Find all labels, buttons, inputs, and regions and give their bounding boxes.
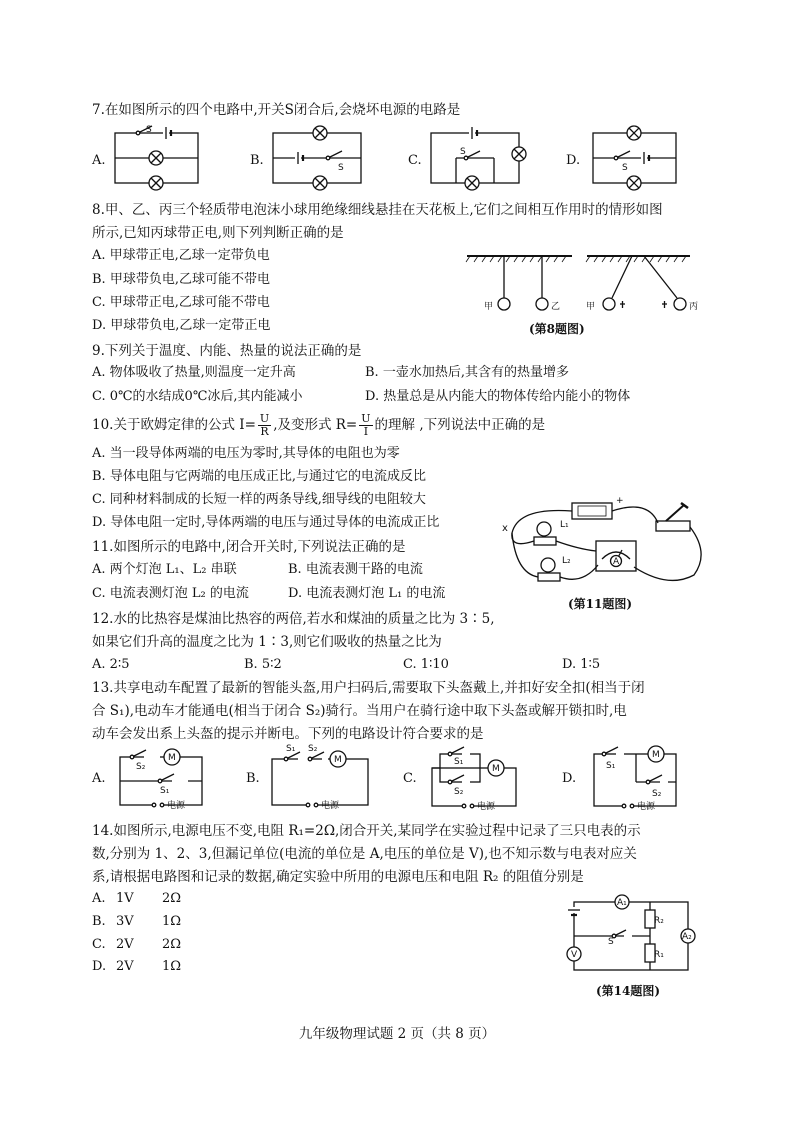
switch-s2-label: S₂ bbox=[454, 787, 464, 797]
lamp-l1-label: L₁ bbox=[560, 520, 569, 530]
q11-option-b[interactable]: B. 电流表测干路的电流 bbox=[288, 562, 423, 577]
motor-label: M bbox=[652, 750, 660, 760]
q11-option-d[interactable]: D. 电流表测灯泡 L₁ 的电流 bbox=[288, 586, 446, 601]
switch-s-label: S bbox=[608, 937, 614, 947]
q10-stem-pre: 10.关于欧姆定律的公式 I= bbox=[92, 417, 256, 433]
option-letter: B. bbox=[92, 914, 106, 929]
q13-option-d[interactable]: D. bbox=[562, 771, 577, 786]
resistor-r1-label: R₁ bbox=[654, 950, 664, 960]
q9-option-b[interactable]: B. 一壶水加热后,其含有的热量增多 bbox=[365, 365, 569, 380]
switch-s2-label: S₂ bbox=[136, 762, 146, 772]
q7-stem: 7.在如图所示的四个电路中,开关S闭合后,会烧坏电源的电路是 bbox=[92, 102, 461, 118]
motor-label: M bbox=[492, 764, 500, 774]
switch-s1-label: S₁ bbox=[454, 757, 464, 767]
q7-option-a[interactable]: A. bbox=[92, 153, 106, 168]
ball-label-yi: 乙 bbox=[551, 302, 561, 312]
q8-stem-line1: 8.甲、乙、丙三个轻质带电泡沫小球用绝缘细线悬挂在天花板上,它们之间相互作用时的情形如图 bbox=[92, 202, 663, 218]
switch-s1-label: S₁ bbox=[160, 786, 170, 796]
switch-label: S bbox=[338, 163, 344, 173]
option-voltage: 2V bbox=[116, 959, 134, 974]
q8-option-a[interactable]: A. 甲球带正电,乙球一定带负电 bbox=[92, 248, 270, 263]
switch-s2-label: S₂ bbox=[308, 744, 318, 754]
q10-stem-mid: ,及变形式 R= bbox=[273, 417, 358, 433]
q12-option-c[interactable]: C. 1∶10 bbox=[403, 657, 449, 672]
option-resistance: 1Ω bbox=[162, 914, 182, 929]
q11-option-c[interactable]: C. 电流表测灯泡 L₂ 的电流 bbox=[92, 586, 249, 601]
q8-figure-caption: (第8题图) bbox=[529, 322, 585, 336]
q12-option-b[interactable]: B. 5∶2 bbox=[244, 657, 282, 672]
q11-apparatus-figure bbox=[498, 493, 718, 593]
q13-stem-line2: 合 S₁),电动车才能通电(相当于闭合 S₂)骑行。当用户在骑行途中取下头盔或解开锁扣时,电 bbox=[92, 703, 627, 719]
ammeter-a2-label: A₂ bbox=[682, 932, 692, 942]
q7-option-d[interactable]: D. bbox=[566, 153, 581, 168]
power-source-label: 电源 bbox=[477, 802, 496, 812]
q13-circuit-d bbox=[588, 742, 688, 814]
q7-circuit-d bbox=[588, 124, 683, 192]
q14-option-c[interactable] bbox=[92, 936, 181, 954]
q14-option-d[interactable] bbox=[92, 958, 181, 976]
q7-circuit-c bbox=[426, 124, 526, 192]
q8-option-d[interactable]: D. 甲球带负电,乙球一定带正电 bbox=[92, 318, 271, 333]
ammeter-a1-label: A₁ bbox=[617, 898, 627, 908]
lamp-l1-icon bbox=[537, 522, 551, 536]
page-footer: 九年级物理试题 2 页（共 8 页） bbox=[298, 1026, 496, 1042]
q8-option-c[interactable]: C. 甲球带正电,乙球可能不带电 bbox=[92, 295, 270, 310]
power-source-label: 电源 bbox=[637, 802, 656, 812]
ball-label-jia: 甲 bbox=[484, 302, 494, 312]
voltmeter-label: V bbox=[571, 950, 578, 960]
switch-s1-label: S₁ bbox=[606, 761, 616, 771]
fraction-numerator: U bbox=[259, 411, 270, 425]
option-voltage: 3V bbox=[116, 914, 134, 929]
q13-circuit-a bbox=[112, 745, 212, 815]
power-source-label: 电源 bbox=[321, 801, 340, 811]
switch-label: S bbox=[622, 163, 628, 173]
q13-option-b[interactable]: B. bbox=[246, 771, 260, 786]
motor-label: M bbox=[334, 755, 342, 765]
q13-circuit-b bbox=[266, 742, 376, 814]
q10-stem-post: 的理解 ,下列说法中正确的是 bbox=[374, 417, 546, 433]
option-voltage: 2V bbox=[116, 937, 134, 952]
motor-label: M bbox=[168, 753, 176, 763]
fraction-denominator: R bbox=[260, 424, 269, 438]
q9-option-c[interactable]: C. 0℃的水结成0℃冰后,其内能减小 bbox=[92, 389, 303, 404]
q11-stem: 11.如图所示的电路中,闭合开关时,下列说法正确的是 bbox=[92, 539, 406, 555]
q12-stem-line2: 如果它们升高的温度之比为 1∶3,则它们吸收的热量之比为 bbox=[92, 634, 442, 650]
ammeter-label: A bbox=[613, 557, 620, 567]
option-resistance: 2Ω bbox=[162, 937, 182, 952]
switch-label: S bbox=[146, 125, 152, 135]
switch-label: S bbox=[460, 147, 466, 157]
ohm-formula-fraction bbox=[258, 413, 271, 438]
option-resistance: 2Ω bbox=[162, 891, 182, 906]
lamp-l2-label: L₂ bbox=[562, 556, 571, 566]
q12-stem-line1: 12.水的比热容是煤油比热容的两倍,若水和煤油的质量之比为 3∶5, bbox=[92, 611, 495, 627]
q14-figure-caption: (第14题图) bbox=[596, 984, 661, 998]
q9-option-a[interactable]: A. 物体吸收了热量,则温度一定升高 bbox=[92, 365, 296, 380]
q10-option-c[interactable]: C. 同种材料制成的长短一样的两条导线,细导线的电阻较大 bbox=[92, 492, 426, 507]
resistor-r2-label: R₂ bbox=[654, 916, 664, 926]
option-letter: C. bbox=[92, 937, 106, 952]
q13-stem-line1: 13.共享电动车配置了最新的智能头盔,用户扫码后,需要取下头盔戴上,并扣好安全扣(相当于闭 bbox=[92, 680, 645, 696]
svg-text:+: + bbox=[616, 496, 624, 506]
q10-stem bbox=[92, 412, 545, 438]
resistance-formula-fraction bbox=[359, 413, 372, 438]
option-letter: A. bbox=[92, 891, 106, 906]
ball-label-jia-2: 甲 bbox=[586, 302, 596, 312]
option-resistance: 1Ω bbox=[162, 959, 182, 974]
q11-option-a[interactable]: A. 两个灯泡 L₁、L₂ 串联 bbox=[92, 562, 237, 577]
q12-option-a[interactable]: A. 2∶5 bbox=[92, 657, 130, 672]
ball-label-bing: 丙 bbox=[689, 302, 699, 312]
switch-s1-label: S₁ bbox=[286, 744, 296, 754]
q13-option-a[interactable]: A. bbox=[92, 771, 106, 786]
q12-option-d[interactable]: D. 1∶5 bbox=[562, 657, 601, 672]
q14-option-b[interactable] bbox=[92, 913, 181, 931]
q7-option-c[interactable]: C. bbox=[408, 153, 422, 168]
power-source-label: 电源 bbox=[167, 801, 186, 811]
q7-circuit-a bbox=[110, 124, 205, 192]
q14-stem-line3: 系,请根据电路图和记录的数据,确定实验中所用的电源电压和电阻 R₂ 的阻值分别是 bbox=[92, 869, 584, 885]
q13-option-c[interactable]: C. bbox=[403, 771, 417, 786]
lamp-l2-icon bbox=[541, 558, 555, 572]
q8-option-b[interactable]: B. 甲球带负电,乙球可能不带电 bbox=[92, 272, 270, 287]
q13-stem-line3: 动车会发出系上头盔的提示并断电。下列的电路设计符合要求的是 bbox=[92, 726, 484, 742]
q14-stem-line1: 14.如图所示,电源电压不变,电阻 R₁=2Ω,闭合开关,某同学在实验过程中记录了三只电表的示 bbox=[92, 823, 641, 839]
q11-figure-caption: (第11题图) bbox=[568, 597, 633, 611]
q13-circuit-c bbox=[426, 742, 526, 814]
switch-s2-label: S₂ bbox=[652, 789, 662, 799]
q9-stem: 9.下列关于温度、内能、热量的说法正确的是 bbox=[92, 343, 362, 359]
q10-option-a[interactable]: A. 当一段导体两端的电压为零时,其导体的电阻也为零 bbox=[92, 446, 400, 461]
q8-hanging-balls-figure bbox=[462, 252, 699, 320]
q14-option-a[interactable] bbox=[92, 890, 181, 908]
option-voltage: 1V bbox=[116, 891, 134, 906]
option-letter: D. bbox=[92, 959, 107, 974]
fraction-denominator: I bbox=[363, 424, 369, 438]
q10-option-b[interactable]: B. 导体电阻与它两端的电压成正比,与通过它的电流成反比 bbox=[92, 469, 426, 484]
q7-circuit-b bbox=[268, 124, 368, 192]
q9-option-d[interactable]: D. 热量总是从内能大的物体传给内能小的物体 bbox=[365, 389, 631, 404]
knife-switch-icon bbox=[656, 521, 690, 531]
q7-option-b[interactable]: B. bbox=[250, 153, 264, 168]
q10-option-d[interactable]: D. 导体电阻一定时,导体两端的电压与通过导体的电流成正比 bbox=[92, 515, 440, 530]
q14-circuit-figure bbox=[562, 892, 698, 978]
fraction-numerator: U bbox=[361, 411, 371, 425]
q14-stem-line2: 数,分别为 1、2、3,但漏记单位(电流的单位是 A,电压的单位是 V),也不知示数与电表对应关 bbox=[92, 846, 637, 862]
svg-text:x: x bbox=[502, 523, 508, 534]
q8-stem-line2: 所示,已知丙球带正电,则下列判断正确的是 bbox=[92, 225, 344, 241]
